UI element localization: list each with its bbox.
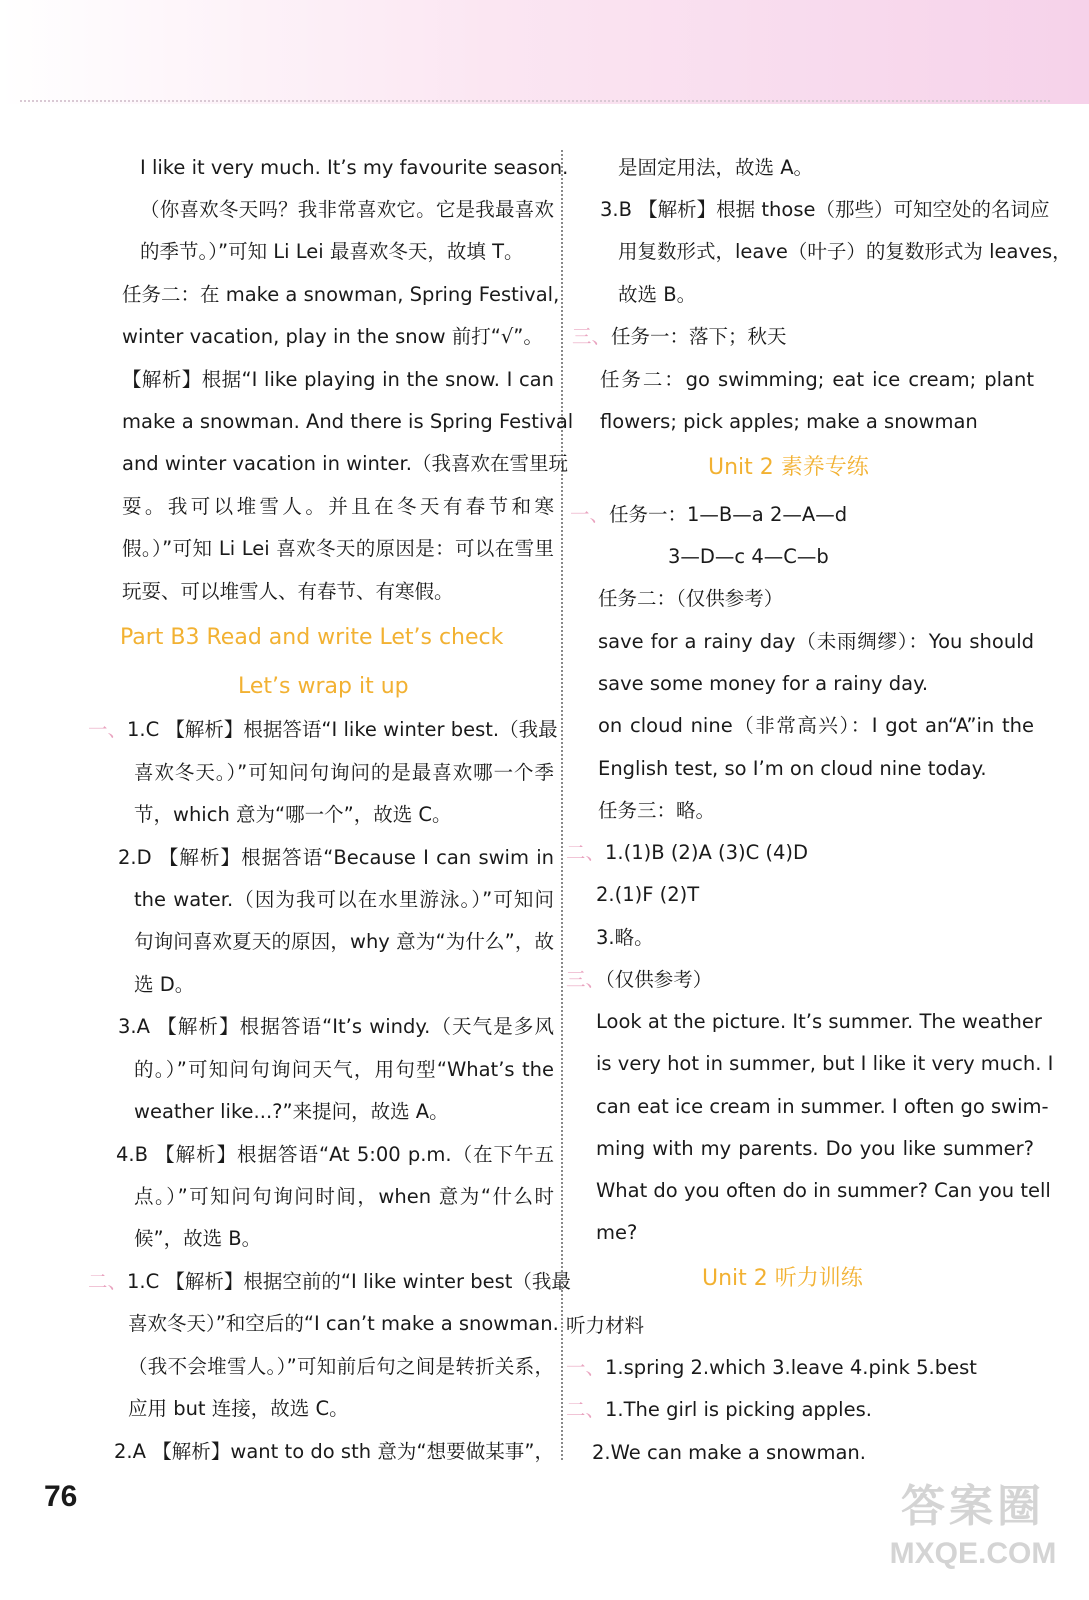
line-text: Unit 2 素养专练 <box>708 455 869 480</box>
section-marker: 三、 <box>572 325 612 348</box>
left-line <box>118 845 554 871</box>
right-line <box>600 409 978 435</box>
right-line <box>598 713 1034 739</box>
line-text: 任务三：略。 <box>598 799 716 822</box>
line-text: save some money for a rainy day. <box>598 672 929 695</box>
right-line <box>570 502 847 528</box>
section-marker: 一、 <box>566 1356 606 1379</box>
right-line <box>566 967 712 993</box>
left-line <box>122 367 554 393</box>
line-text: weather like...?”来提问，故选 A。 <box>134 1100 449 1123</box>
left-line <box>238 674 409 700</box>
line-text: 3.A 【解析】根据答语“It’s windy.（天气是多风 <box>118 1015 554 1038</box>
line-text: 任务二：go swimming; eat ice cream; plant <box>600 368 1034 391</box>
left-line <box>140 155 569 181</box>
right-line <box>702 1266 863 1292</box>
left-line <box>128 1396 349 1422</box>
left-line <box>128 1354 554 1380</box>
line-text: on cloud nine（非常高兴）：I got an“A”in the <box>598 714 1034 737</box>
line-text: Let’s wrap it up <box>238 674 409 699</box>
left-line <box>122 324 543 350</box>
left-line <box>122 579 454 605</box>
right-line <box>566 1313 644 1339</box>
line-text: 任务二：（仅供参考） <box>598 587 784 610</box>
section-marker: 二、 <box>566 1398 606 1421</box>
line-text: 任务一：落下；秋天 <box>611 325 787 348</box>
right-line <box>600 197 1050 223</box>
line-text: 喜欢冬天。）”可知问句询问的是最喜欢哪一个季 <box>134 761 554 784</box>
right-line <box>566 840 808 866</box>
header-band <box>0 0 1089 104</box>
line-text: 应用 but 连接，故选 C。 <box>128 1397 349 1420</box>
right-line <box>618 155 813 181</box>
right-line <box>596 1220 637 1246</box>
left-line <box>122 494 554 520</box>
right-line <box>708 455 869 481</box>
left-line <box>134 1057 554 1083</box>
right-line <box>668 544 829 570</box>
right-line <box>598 798 715 824</box>
left-line <box>134 972 194 998</box>
line-text: 1.spring 2.which 3.leave 4.pink 5.best <box>605 1356 977 1379</box>
line-text: 故选 B。 <box>618 283 697 306</box>
line-text: Unit 2 听力训练 <box>702 1266 863 1291</box>
line-text: make a snowman. And there is Spring Festival <box>122 410 574 433</box>
right-line <box>598 629 1034 655</box>
line-text: 点。）”可知问句询问时间，when 意为“什么时 <box>134 1185 554 1208</box>
right-line <box>596 882 699 908</box>
watermark-logo <box>888 1478 1058 1588</box>
line-text: 2.D 【解析】根据答语“Because I can swim in <box>118 846 554 869</box>
line-text: and winter vacation in winter.（我喜欢在雪里玩 <box>122 452 568 475</box>
left-line <box>122 282 560 308</box>
line-text: English test, so I’m on cloud nine today. <box>598 757 987 780</box>
line-text: 耍。我可以堆雪人。并且在冬天有春节和寒 <box>122 495 554 518</box>
left-line <box>114 1439 554 1465</box>
left-line <box>122 536 554 562</box>
line-text: 任务二：在 make a snowman, Spring Festival, <box>122 283 560 306</box>
line-text: 2.We can make a snowman. <box>592 1441 866 1464</box>
line-text: ming with my parents. Do you like summer? <box>596 1137 1034 1160</box>
right-line <box>572 324 787 350</box>
line-text: 任务一：1—B—a 2—A—d <box>609 503 848 526</box>
line-text: 3.B 【解析】根据 those（那些）可知空处的名词应 <box>600 198 1050 221</box>
line-text: 听力材料 <box>566 1314 645 1337</box>
left-line <box>134 887 554 913</box>
column-divider <box>561 150 563 1460</box>
left-line <box>134 802 452 828</box>
line-text: the water.（因为我可以在水里游泳。）”可知问 <box>134 888 554 911</box>
left-line <box>134 1184 554 1210</box>
line-text: 的季节。）”可知 Li Lei 最喜欢冬天，故填 T。 <box>140 240 524 263</box>
left-line <box>140 197 554 223</box>
line-text: 句询问喜欢夏天的原因，why 意为“为什么”，故 <box>134 930 554 953</box>
right-line <box>596 925 654 951</box>
header-dotted-rule <box>20 100 1050 102</box>
line-text: can eat ice cream in summer. I often go swim- <box>596 1095 1049 1118</box>
line-text: is very hot in summer, but I like it very much. I <box>596 1052 1054 1075</box>
section-marker: 三、 <box>566 968 606 991</box>
left-line <box>122 451 568 477</box>
left-line <box>134 760 554 786</box>
line-text: Part B3 Read and write Let’s check <box>120 625 504 650</box>
line-text: 喜欢冬天）”和空后的“I can’t make a snowman. <box>128 1312 559 1335</box>
line-text: 选 D。 <box>134 973 195 996</box>
right-line <box>618 282 696 308</box>
right-line <box>592 1440 866 1466</box>
right-line <box>596 1051 1054 1077</box>
line-text: （你喜欢冬天吗？我非常喜欢它。它是我最喜欢 <box>140 198 554 221</box>
section-marker: 二、 <box>88 1270 128 1293</box>
left-line <box>116 1142 554 1168</box>
line-text: I like it very much. It’s my favourite season. <box>140 156 569 179</box>
left-line <box>118 1014 554 1040</box>
line-text: What do you often do in summer? Can you tell <box>596 1179 1051 1202</box>
line-text: 3.略。 <box>596 926 654 949</box>
line-text: me? <box>596 1221 638 1244</box>
left-line <box>122 409 574 435</box>
line-text: 【解析】根据“I like playing in the snow. I can <box>122 368 554 391</box>
right-line <box>598 671 928 697</box>
watermark-line1: 答案圈 <box>901 1481 1045 1532</box>
right-line <box>598 586 783 612</box>
left-line <box>128 1311 559 1337</box>
right-line <box>598 756 987 782</box>
right-line <box>596 1178 1051 1204</box>
left-line <box>120 625 503 651</box>
line-text: （我不会堆雪人。）”可知前后句之间是转折关系， <box>128 1355 554 1378</box>
section-marker: 一、 <box>570 503 610 526</box>
line-text: 1.The girl is picking apples. <box>605 1398 872 1421</box>
right-line <box>566 1397 872 1423</box>
line-text: 2.(1)F (2)T <box>596 883 700 906</box>
right-line <box>596 1094 1049 1120</box>
line-text: 节，which 意为“哪一个”，故选 C。 <box>134 803 452 826</box>
section-marker: 二、 <box>566 841 606 864</box>
line-text: save for a rainy day（未雨绸缪）：You should <box>598 630 1034 653</box>
line-text: 的。）”可知问句询问天气，用句型“What’s the <box>134 1058 554 1081</box>
right-line <box>566 1355 977 1381</box>
line-text: 3—D—c 4—C—b <box>668 545 829 568</box>
left-line <box>88 717 558 743</box>
line-text: 2.A 【解析】want to do sth 意为“想要做某事”， <box>114 1440 554 1463</box>
watermark-line2: MXQE.COM <box>889 1537 1057 1570</box>
right-line <box>600 367 1034 393</box>
right-line <box>596 1009 1042 1035</box>
line-text: 1.(1)B (2)A (3)C (4)D <box>605 841 809 864</box>
right-line <box>596 1136 1034 1162</box>
section-marker: 一、 <box>88 718 128 741</box>
line-text: winter vacation, play in the snow 前打“√”。 <box>122 325 543 348</box>
line-text: 候”，故选 B。 <box>134 1227 262 1250</box>
line-text: 玩耍、可以堆雪人、有春节、有寒假。 <box>122 580 454 603</box>
line-text: （仅供参考） <box>605 968 713 991</box>
line-text: 用复数形式，leave（叶子）的复数形式为 leaves， <box>618 240 1072 263</box>
line-text: flowers; pick apples; make a snowman <box>600 410 978 433</box>
right-line <box>618 239 1072 265</box>
line-text: 假。）”可知 Li Lei 喜欢冬天的原因是：可以在雪里 <box>122 537 554 560</box>
line-text: 是固定用法，故选 A。 <box>618 156 814 179</box>
left-line <box>134 1226 261 1252</box>
left-line <box>134 929 554 955</box>
line-text: Look at the picture. It’s summer. The weather <box>596 1010 1042 1033</box>
left-line <box>134 1099 449 1125</box>
left-line <box>140 239 524 265</box>
line-text: 1.C 【解析】根据答语“I like winter best.（我最 <box>127 718 558 741</box>
line-text: 4.B 【解析】根据答语“At 5:00 p.m.（在下午五 <box>116 1143 554 1166</box>
left-line <box>88 1269 571 1295</box>
page-number: 76 <box>44 1480 78 1513</box>
line-text: 1.C 【解析】根据空前的“I like winter best（我最 <box>127 1270 571 1293</box>
